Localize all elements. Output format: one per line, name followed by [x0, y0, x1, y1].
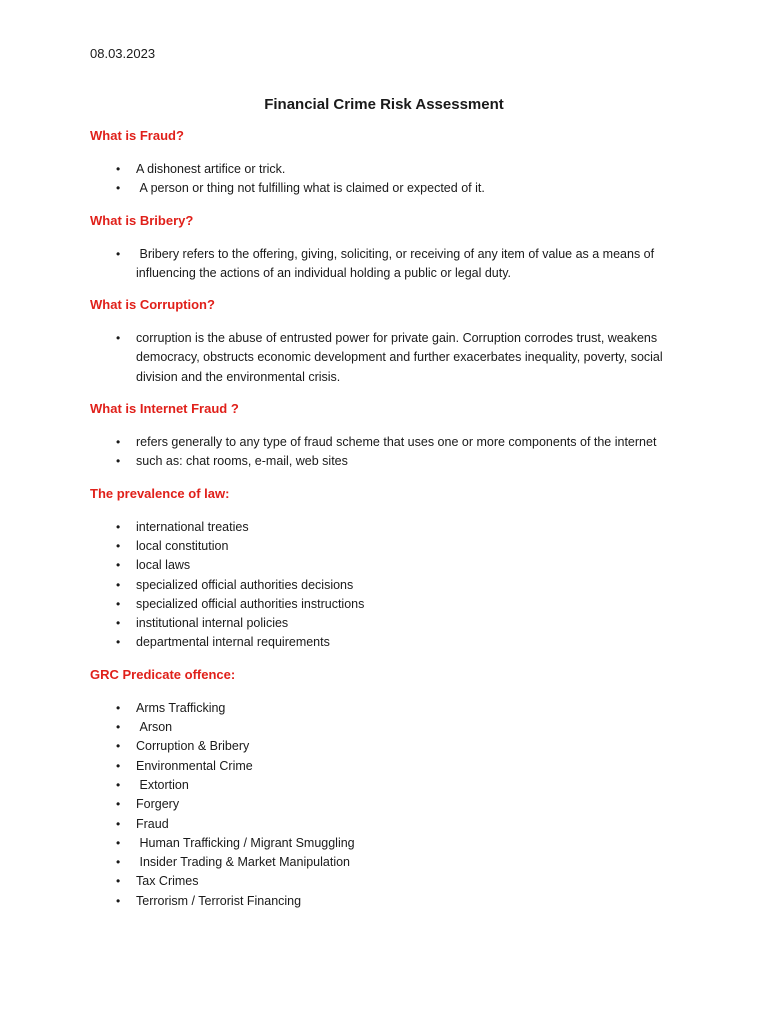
list-item-text: Forgery: [136, 797, 180, 812]
section: [90, 667, 690, 925]
section-spacer: [90, 283, 690, 297]
bullet-icon: •: [116, 635, 121, 650]
list-item-text: A person or thing not fulfilling what is claimed or expected of it.: [136, 181, 485, 196]
list-item-text: Environmental Crime: [136, 758, 253, 773]
list-item-text: Insider Trading & Market Manipulation: [136, 855, 351, 870]
list-item: [90, 245, 690, 284]
section: [90, 297, 690, 401]
list-item-text: Corruption & Bribery: [136, 739, 250, 754]
list-item: [90, 595, 690, 614]
list-item-text: A dishonest artifice or trick.: [136, 162, 286, 176]
bullet-icon: •: [116, 797, 121, 812]
section-heading: GRC Predicate offence:: [90, 666, 236, 682]
bullet-icon: •: [116, 519, 121, 534]
document-body: [90, 128, 690, 925]
bullet-icon: •: [116, 162, 121, 176]
list-item-text: Tax Crimes: [136, 874, 199, 889]
bullet-icon: •: [116, 616, 121, 631]
list-item-text: departmental internal requirements: [136, 635, 330, 650]
list-item-text: specialized official authorities decisions: [136, 577, 354, 592]
bullet-icon: •: [116, 893, 121, 908]
bullet-icon: •: [116, 855, 121, 870]
list-item: [90, 872, 690, 891]
list-item-text: local laws: [136, 558, 191, 573]
section: [90, 213, 690, 298]
list-item: [90, 576, 690, 595]
section-heading: What is Internet Fraud ?: [90, 401, 239, 417]
bullet-list: [90, 518, 690, 653]
section-spacer: [90, 653, 690, 667]
section-heading: What is Corruption?: [90, 297, 215, 313]
bullet-icon: •: [116, 577, 121, 592]
section-spacer: [90, 199, 690, 213]
section-spacer: [90, 387, 690, 401]
list-item: [90, 892, 690, 911]
list-item: [90, 718, 690, 737]
list-item: [90, 329, 690, 387]
list-item-text: specialized official authorities instructions: [136, 596, 365, 611]
list-item-text: local constitution: [136, 538, 229, 553]
bullet-icon: •: [116, 246, 121, 261]
bullet-icon: •: [116, 700, 121, 715]
list-item: [90, 853, 690, 872]
list-item: [90, 776, 690, 795]
bullet-list: [90, 245, 690, 284]
list-item-text: Terrorism / Terrorist Financing: [136, 893, 302, 908]
bullet-icon: •: [116, 538, 121, 553]
list-item: [90, 737, 690, 756]
list-item: [90, 834, 690, 853]
list-item: [90, 556, 690, 575]
bullet-icon: •: [116, 331, 121, 346]
bullet-icon: •: [116, 435, 121, 450]
bullet-icon: •: [116, 816, 121, 831]
section-heading: The prevalence of law:: [90, 485, 230, 501]
list-item: [90, 699, 690, 718]
document-date: 08.03.2023: [90, 46, 156, 61]
section-heading: What is Fraud?: [90, 128, 184, 143]
list-item: [90, 452, 690, 471]
bullet-list: [90, 433, 690, 472]
list-item-text: Arms Trafficking: [136, 700, 226, 715]
bullet-icon: •: [116, 739, 121, 754]
list-item-text: such as: chat rooms, e-mail, web sites: [136, 454, 348, 469]
list-item-text: Fraud: [136, 816, 169, 831]
page-title: Financial Crime Risk Assessment: [264, 96, 504, 113]
section-spacer: [90, 472, 690, 486]
bullet-icon: •: [116, 835, 121, 850]
list-item-text: Human Trafficking / Migrant Smuggling: [136, 835, 355, 850]
list-item: [90, 614, 690, 633]
bullet-icon: •: [116, 596, 121, 611]
section-spacer: [90, 911, 690, 925]
list-item: [90, 518, 690, 537]
bullet-icon: •: [116, 777, 121, 792]
list-item-text: Bribery refers to the offering, giving, soliciting, or receiving of any item of value as a means of influencing the actions of an individual holding a public or legal duty.: [136, 246, 658, 280]
bullet-icon: •: [116, 558, 121, 573]
list-item-text: Extortion: [136, 777, 189, 792]
list-item: [90, 160, 690, 179]
list-item-text: Arson: [136, 720, 173, 735]
list-item: [90, 537, 690, 556]
list-item: [90, 633, 690, 652]
section: [90, 401, 690, 486]
bullet-icon: •: [116, 454, 121, 469]
list-item: [90, 815, 690, 834]
list-item: [90, 795, 690, 814]
bullet-icon: •: [116, 720, 121, 735]
list-item: [90, 757, 690, 776]
bullet-icon: •: [116, 874, 121, 889]
list-item: [90, 179, 690, 198]
bullet-icon: •: [116, 181, 121, 196]
section: [90, 486, 690, 667]
bullet-list: [90, 699, 690, 911]
list-item: [90, 433, 690, 452]
list-item-text: international treaties: [136, 519, 249, 534]
section-heading: What is Bribery?: [90, 212, 194, 228]
bullet-list: [90, 329, 690, 387]
bullet-list: [90, 160, 690, 199]
list-item-text: institutional internal policies: [136, 616, 289, 631]
list-item-text: corruption is the abuse of entrusted power for private gain. Corruption corrodes trust, weakens democracy, obstructs economic development and further exacerbates inequality, poverty, social division and the environmental crisis.: [136, 331, 667, 384]
section: [90, 128, 690, 213]
list-item-text: refers generally to any type of fraud scheme that uses one or more components of the internet: [136, 435, 657, 450]
bullet-icon: •: [116, 758, 121, 773]
